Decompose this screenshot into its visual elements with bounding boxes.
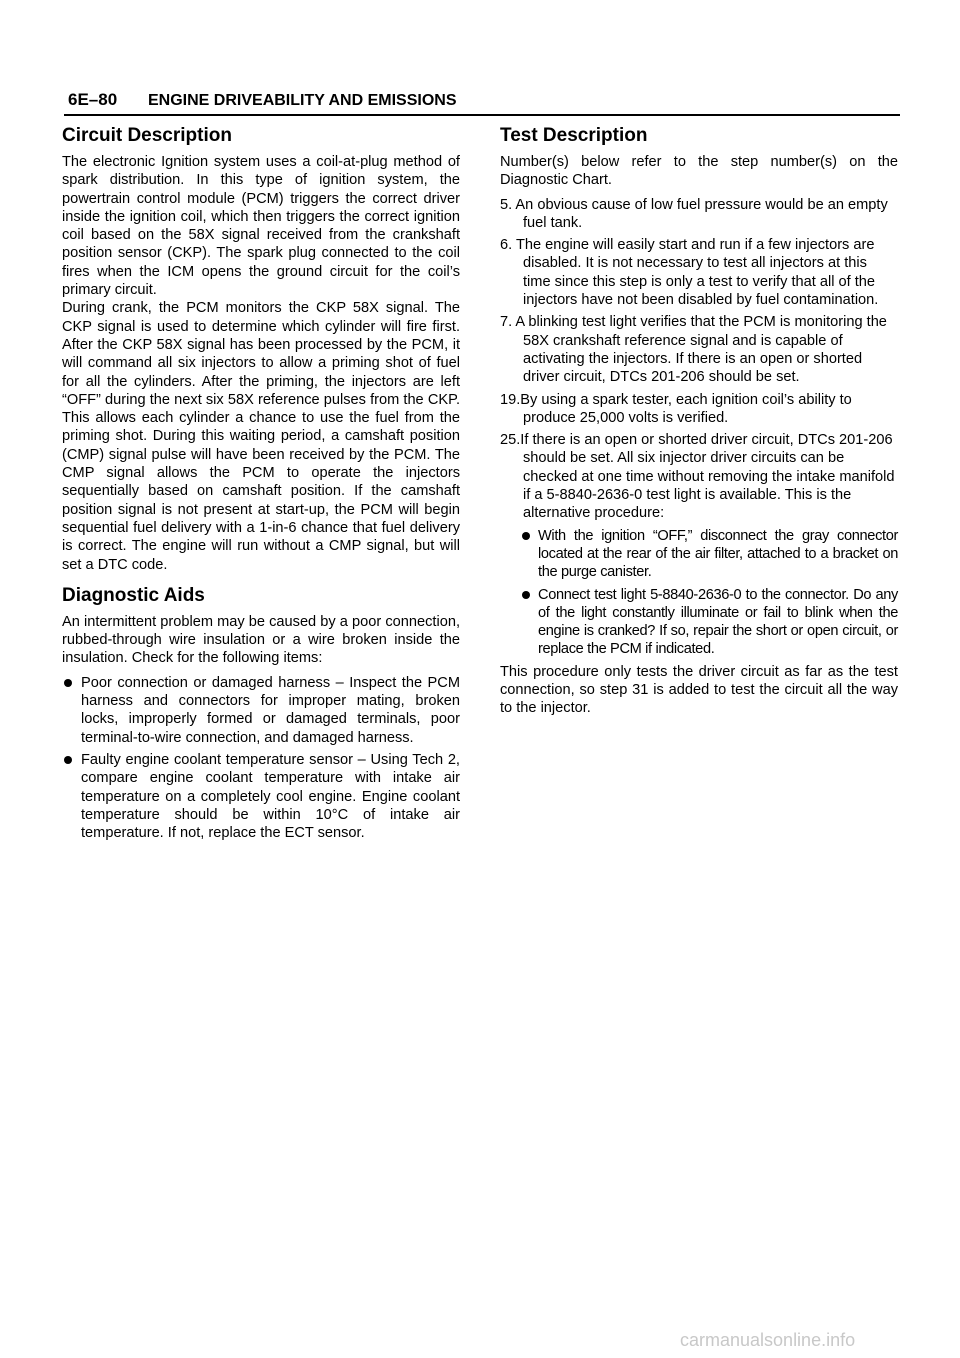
diagnostic-aids-list bbox=[62, 674, 460, 843]
test-description-intro: Number(s) below refer to the step number(s) on the Diagnostic Chart. bbox=[500, 154, 898, 189]
list-item-text: With the ignition “OFF,” disconnect the gray connector located at the rear of the air filter, attached to a bracket on the purge canister. bbox=[538, 527, 898, 581]
circuit-description-heading: Circuit Description bbox=[62, 125, 232, 146]
left-column bbox=[62, 124, 460, 846]
section-title: ENGINE DRIVEABILITY AND EMISSIONS bbox=[148, 92, 457, 109]
step-item: 5. An obvious cause of low fuel pressure would be an empty fuel tank. bbox=[500, 196, 888, 231]
circuit-description-paragraph-1: The electronic Ignition system uses a coil-at-plug method of spark distribution. In this type of ignition system, the powertrain control module (PCM) triggers the correct driver inside the ignition coil, which then triggers the correct ignition coil based on the 58X signal received from the crankshaft position sensor (CKP). The spark plug connected to the coil fires when the ICM opens the ground circuit for the coil’s primary circuit. bbox=[62, 154, 460, 299]
watermark: carmanualsonline.info bbox=[680, 1330, 856, 1350]
bullet-icon bbox=[64, 679, 72, 687]
step-item: 19.By using a spark tester, each ignition coil’s ability to produce 25,000 volts is verified. bbox=[500, 391, 852, 426]
test-description-heading: Test Description bbox=[500, 125, 648, 146]
list-item bbox=[520, 586, 898, 659]
bullet-icon bbox=[64, 756, 72, 764]
diagnostic-aids-heading: Diagnostic Aids bbox=[62, 584, 205, 606]
page-number: 6E–80 bbox=[68, 90, 118, 109]
bullet-icon bbox=[522, 532, 530, 540]
circuit-description-paragraph-2: During crank, the PCM monitors the CKP 58X signal. The CKP signal is used to determine which cylinder will fire first. After the CKP 58X signal has been processed by the PCM, it will command all six injectors to allow a priming shot of fuel for all the cylinders. After the priming, the injectors are left “OFF” during the next six 58X reference pulses from the CKP. This allows each cylinder a chance to use the fuel from the priming shot. During this waiting period, a camshaft position (CMP) signal pulse will have been received by the PCM. The CMP signal allows the PCM to operate the injectors sequentially based on camshaft position. If the camshaft position signal is not present at start-up, the PCM will begin sequential fuel delivery with a 1-in-6 chance that fuel delivery is correct. The engine will run without a CMP signal, but will set a DTC code. bbox=[62, 300, 460, 573]
list-item-text: Poor connection or damaged harness – Inspect the PCM harness and connectors for improper mating, broken locks, improperly formed or damaged terminals, poor terminal-to-wire connection, and damaged harness. bbox=[81, 674, 460, 746]
step-item: 7. A blinking test light verifies that the PCM is monitoring the 58X crankshaft reference signal and is capable of activating the injectors. If there is an open or shorted driver circuit, DTCs 201-206 should be set. bbox=[500, 314, 887, 386]
right-column bbox=[500, 124, 898, 718]
list-item-text: Connect test light 5-8840-2636-0 to the connector. Do any of the light constantly illuminate or fail to blink when the engine is cranked? If so, repair the short or open circuit, or replace the PCM if indicated. bbox=[538, 586, 898, 658]
list-item bbox=[62, 751, 460, 842]
list-item bbox=[62, 674, 460, 747]
step-item: 6. The engine will easily start and run if a few injectors are disabled. It is not necessary to test all injectors at this time since this step is only a test to verify that all of the injectors have not been disabled by fuel contamination. bbox=[500, 237, 879, 309]
step-item: 25.If there is an open or shorted driver circuit, DTCs 201-206 should be set. All six injector driver circuits can be checked at one time without removing the intake manifold if a 5-8840-2636-0 test light is available. This is the alternative procedure: bbox=[500, 432, 895, 522]
closing-paragraph: This procedure only tests the driver circuit as far as the test connection, so step 31 is added to test the circuit all the way to the injector. bbox=[500, 663, 898, 717]
procedure-list bbox=[520, 527, 898, 659]
header-rule bbox=[64, 114, 900, 116]
diagnostic-aids-intro: An intermittent problem may be caused by a poor connection, rubbed-through wire insulation or a wire broken inside the insulation. Check for the following items: bbox=[62, 613, 460, 667]
list-item bbox=[520, 527, 898, 582]
list-item-text: Faulty engine coolant temperature sensor – Using Tech 2, compare engine coolant temperature with intake air temperature on a completely cool engine. Engine coolant temperature should be within 10°C of intake air temperature. If not, replace the ECT sensor. bbox=[81, 751, 460, 842]
page-header bbox=[64, 88, 900, 118]
bullet-icon bbox=[522, 591, 530, 599]
